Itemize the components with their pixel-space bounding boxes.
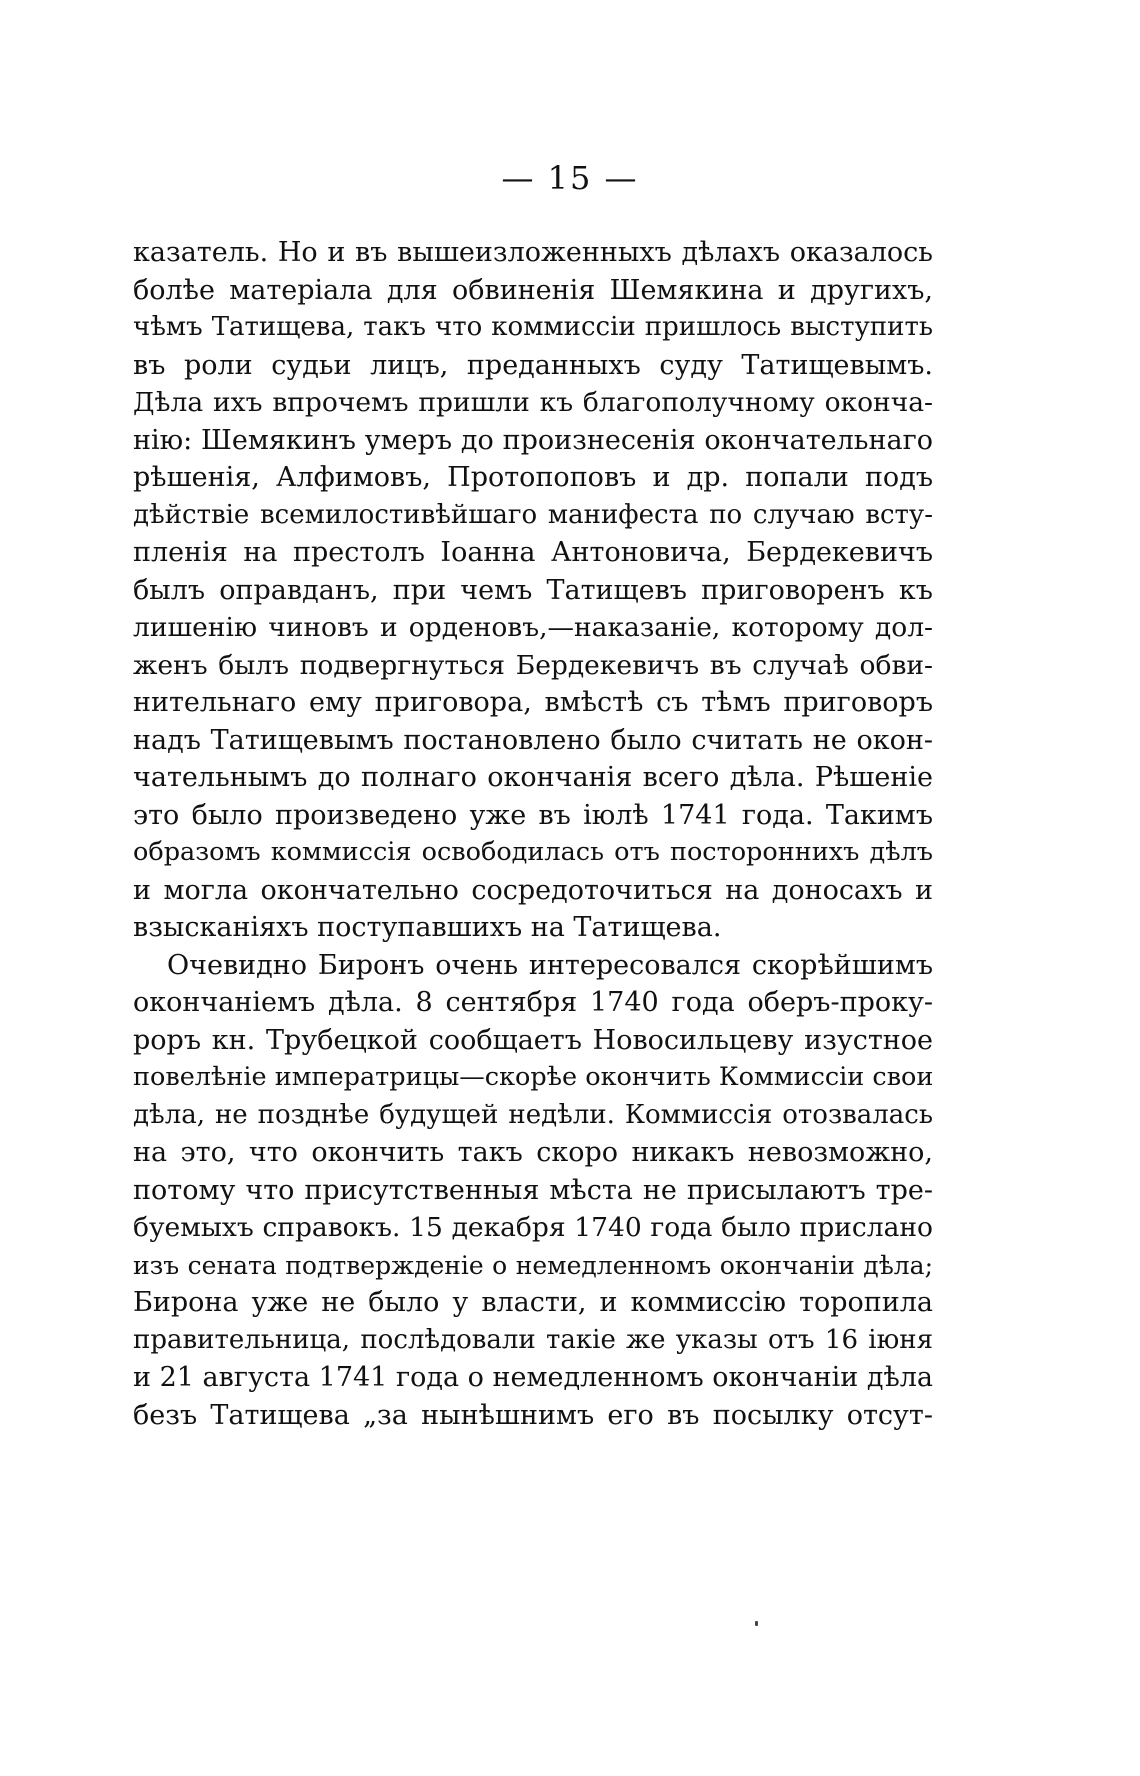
text-line: это было произведено уже въ іюлѣ 1741 года. Такимъ [133, 799, 933, 831]
ink-speck [755, 1621, 758, 1626]
text-line: чательнымъ до полнаго окончанія всего дѣла. Рѣшеніе [133, 762, 933, 793]
page-number: — 15 — [501, 159, 639, 197]
text-line: Очевидно Биронъ очень интересовался скорѣйшимъ [167, 949, 933, 981]
text-line: лишенію чиновъ и орденовъ,—наказаніе, которому дол- [133, 612, 933, 643]
text-line: надъ Татищевымъ постановлено было считать не окон- [133, 724, 933, 756]
text-line: дѣйствіе всемилостивѣйшаго манифеста по случаю всту- [133, 499, 933, 530]
text-line: и 21 августа 1741 года о немедленномъ окончаніи дѣла [133, 1362, 933, 1393]
text-line: взысканіяхъ поступавшихъ на Татищева. [133, 912, 722, 943]
text-line: нію: Шемякинъ умеръ до произнесенія окончательнаго [133, 424, 933, 456]
text-line: на это, что окончить такъ скоро никакъ невозможно, [133, 1137, 933, 1168]
text-line: чѣмъ Татищева, такъ что коммиссіи пришлось выступить [133, 312, 933, 342]
body-text [133, 234, 933, 1434]
text-line: потому что присутственныя мѣста не присылаютъ тре- [133, 1174, 933, 1206]
text-line: пленія на престолъ Іоанна Антоновича, Бердекевичъ [133, 537, 933, 568]
paragraph-2 [133, 947, 933, 1435]
text-line: болѣе матеріала для обвиненія Шемякина и другихъ, [133, 274, 933, 306]
text-line: изъ сената подтвержденіе о немедленномъ окончаніи дѣла; [133, 1250, 933, 1280]
paragraph-1 [133, 234, 933, 947]
text-line: дѣла, не позднѣе будущей недѣли. Коммиссія отозвалась [133, 1099, 933, 1130]
text-line: былъ оправданъ, при чемъ Татищевъ приговоренъ къ [133, 574, 933, 606]
text-line: образомъ коммиссія освободилась отъ постороннихъ дѣлъ [133, 837, 933, 867]
text-line: правительница, послѣдовали такіе же указы отъ 16 іюня [133, 1324, 933, 1355]
text-line: повелѣніе императрицы—скорѣе окончить Коммиссіи свои [133, 1062, 934, 1092]
text-line: женъ былъ подвергнуться Бердекевичъ въ случаѣ обви- [133, 649, 933, 681]
text-line: окончаніемъ дѣла. 8 сентября 1740 года оберъ-проку- [133, 987, 933, 1018]
text-line: нительнаго ему приговора, вмѣстѣ съ тѣмъ приговоръ [133, 687, 933, 718]
text-line: Дѣла ихъ впрочемъ пришли къ благополучному оконча- [133, 387, 933, 418]
text-line: рѣшенія, Алфимовъ, Протопоповъ и др. попали подъ [133, 462, 933, 493]
text-line: казатель. Но и въ вышеизложенныхъ дѣлахъ оказалось [133, 237, 933, 268]
text-line: Бирона уже не было у власти, и коммиссію торопила [133, 1287, 933, 1318]
text-line: и могла окончательно сосредоточиться на доносахъ и [133, 874, 933, 906]
text-line: въ роли судьи лицъ, преданныхъ суду Татищевымъ. [133, 349, 933, 381]
text-line: буемыхъ справокъ. 15 декабря 1740 года было прислано [133, 1212, 933, 1243]
text-line: безъ Татищева „за нынѣшнимъ его въ посылку отсут- [133, 1399, 933, 1431]
text-line: роръ кн. Трубецкой сообщаетъ Новосильцеву изустное [133, 1024, 933, 1056]
